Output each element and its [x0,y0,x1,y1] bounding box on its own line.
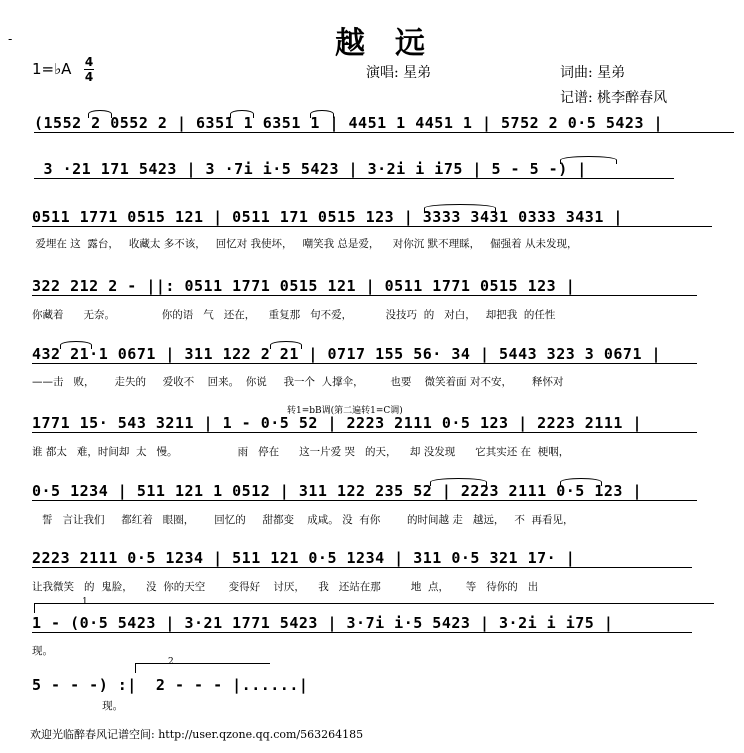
volta-2-hook [135,663,136,673]
notes-line-4: 322 212 2 - ||: 0511 1771 0515 121 | 0511 1771 0515 123 | [32,277,576,295]
beam-line-1 [34,132,734,133]
volta-1-bracket [34,603,714,604]
notes-line-9: 1 - (0·5 5423 | 3·21 1771 5423 | 3·7i i·5 5423 | 3·2i i i75 | [32,614,614,632]
beam-line-5 [32,363,697,364]
lyrics-line-8: 让我微笑 的 鬼脸， 没 你的天空 变得好 讨厌， 我 还站在那 地 点， 等 待你的 出 [32,581,539,593]
lyrics-line-5: ——击 败， 走失的 爱收不 回来。 你说 我一个 人撑伞， 也要 微笑着面 对不安， 释怀对 [32,376,564,388]
tie [424,204,496,212]
beam-line-3 [32,226,712,227]
tie [560,478,602,486]
lyrics-line-3: 爱埋在 这 露台， 收藏太 多不该， 回忆对 我使坏， 嘲笑我 总是爱， 对你沉 默不理睬， 倔强着 从未发现， [32,238,578,250]
transcriber-credit: 记谱: 桃李醉春风 [560,90,668,106]
key-signature: 1=♭A [32,60,72,78]
notes-line-6: 1771 15· 543 3211 | 1 - 0·5 52 | 2223 2111 0·5 123 | 2223 2111 | [32,414,642,432]
notes-line-10: 5 - - -) :| 2 - - - |......| [32,676,309,694]
tie [60,341,92,349]
notes-line-7: 0·5 1234 | 511 121 1 0512 | 311 122 235 52 | 2223 2111 0·5 123 | [32,482,642,500]
tie [310,110,334,118]
volta-2-label: 2 [168,657,174,667]
tie [560,156,617,164]
time-signature-bottom: 4 [84,70,94,84]
volta-1-label: 1 [82,597,88,607]
tie [430,478,487,486]
notes-line-5: 432 21·1 0671 | 311 122 2 21 | 0717 155 56· 34 | 5443 323 3 0671 | [32,345,662,363]
notes-line-2: 3 ·21 171 5423 | 3 ·7i i·5 5423 | 3·2i i i75 | 5 - 5 -) | [34,160,587,178]
footer-credit: 欢迎光临醉春风记谱空间: http://user.qzone.qq.com/563264185 [30,728,364,741]
lyrics-line-9: 现。 [32,645,53,657]
beam-line-2 [34,178,674,179]
time-signature-top: 4 [84,55,94,69]
lyrics-line-7: 誓 言让我们 都红着 眼圈， 回忆的 甜都变 成咸。 没 有你 的时间越 走 越远， 不 再看见， [32,514,574,526]
tie [270,341,302,349]
notes-line-8: 2223 2111 0·5 1234 | 511 121 0·5 1234 | 311 0·5 321 17· | [32,549,576,567]
corner-mark: - [8,32,13,46]
beam-line-7 [32,500,697,501]
notes-line-1: (1552 2 0552 2 | 6351 1 6351 1 | 4451 1 4451 1 | 5752 2 0·5 5423 | [34,114,664,132]
beam-line-8 [32,567,692,568]
time-signature [84,56,94,83]
singer-credit: 演唱: 星弟 [366,65,432,81]
song-title: 越远 [335,26,455,61]
lyrics-line-4: 你藏着 无奈。 你的语 气 还在， 重复那 句不爱， 没技巧 的 对白， 却把我 的任性 [32,309,556,321]
beam-line-4 [32,295,697,296]
tie [230,110,254,118]
beam-line-9 [32,632,692,633]
notes-line-3: 0511 1771 0515 121 | 0511 171 0515 123 | 3333 3431 0333 3431 | [32,208,623,226]
volta-2-bracket [135,663,270,664]
volta-1-hook [34,603,35,613]
lyrics-line-6: 谁 都太 难，时间却 太 慢。 雨 停在 这一片爱 哭 的天， 却 没发现 它其实还 在 梗咽， [32,446,570,458]
modulation-note: 转1=bB调(第二遍转1=C调) [287,406,403,416]
composer-credit: 词曲: 星弟 [560,65,626,81]
tie [88,110,112,118]
beam-line-6 [32,432,697,433]
lyrics-line-10: 现。 [32,700,124,712]
